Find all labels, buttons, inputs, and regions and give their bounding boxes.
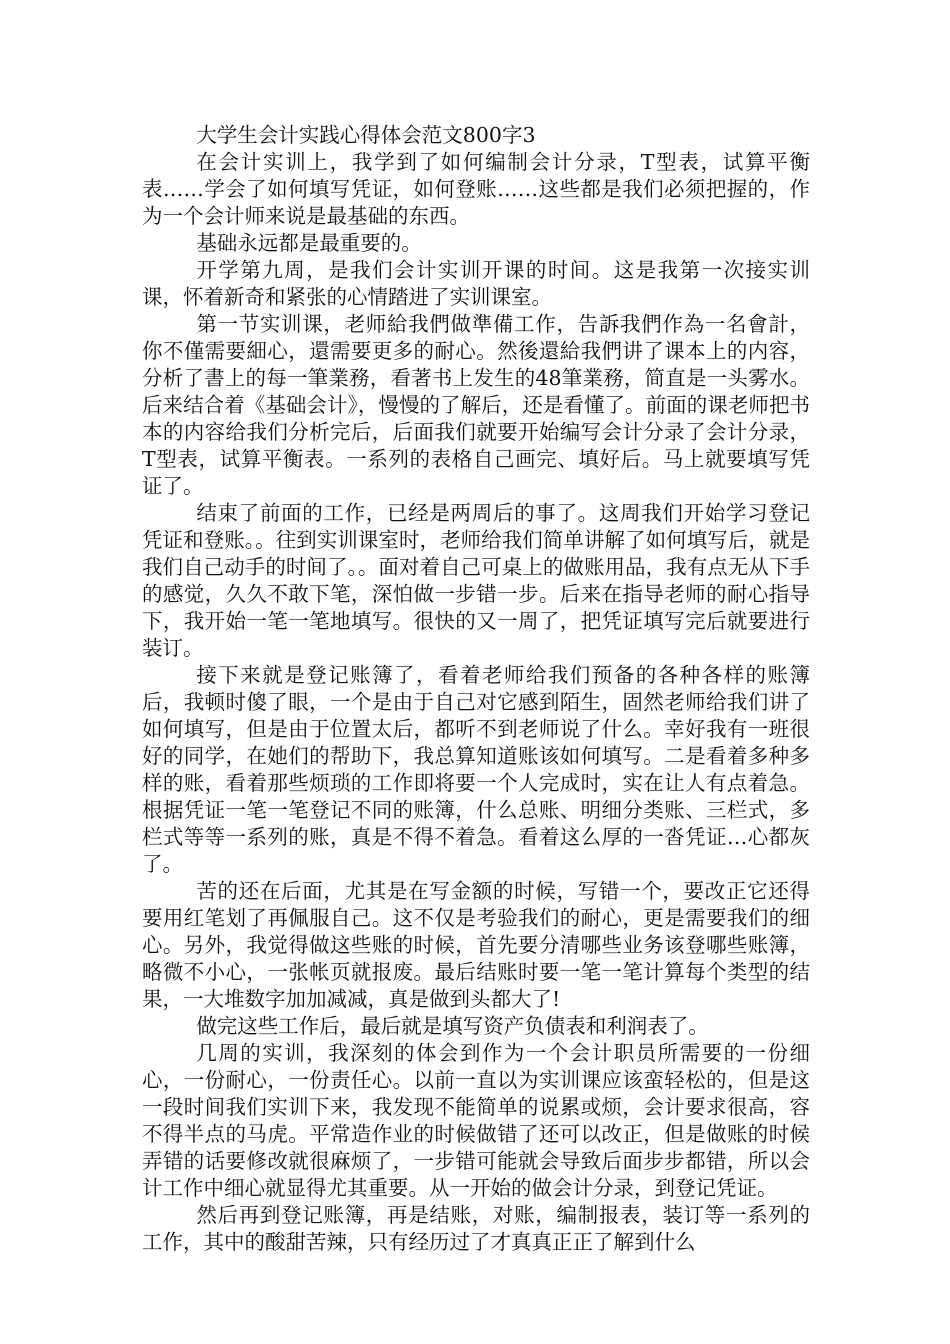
- document-body: [142, 122, 810, 1256]
- paragraph-6: 接下来就是登记账簿了，看着老师给我们预备的各种各样的账簿后，我顿时傻了眼，一个是由于自己对它感到陌生，固然老师给我们讲了如何填写，但是由于位置太后，都听不到老师说了什么。幸好我有一班很好的同学，在她们的帮助下，我总算知道账该如何填写。二是看着多种多样的账，看着那些烦琐的工作即将要一个人完成时，实在让人有点着急。根据凭证一笔一笔登记不同的账簿，什么总账、明细分类账、三栏式，多栏式等等一系列的账，真是不得不着急。看着这么厚的一沓凭证…心都灰了。: [142, 663, 810, 876]
- paragraph-3: 开学第九周，是我们会计实训开课的时间。这是我第一次接实训课，怀着新奇和紧张的心情踏进了实训课室。: [142, 258, 810, 309]
- paragraph-10: 然后再到登记账簿，再是结账，对账，编制报表，装订等一系列的工作，其中的酸甜苦辣，只有经历过了才真真正正了解到什么: [142, 1203, 810, 1254]
- document-title: 大学生会计实践心得体会范文800字3: [196, 123, 536, 147]
- paragraph-9: 几周的实训，我深刻的体会到作为一个会计职员所需要的一份细心，一份耐心，一份责任心。以前一直以为实训课应该蛮轻松的，但是这一段时间我们实训下来，我发现不能简单的说累或烦，会计要求很高，容不得半点的马虎。平常造作业的时候做错了还可以改正，但是做账的时候弄错的话要修改就很麻烦了，一步错可能就会导致后面步步都错，所以会计工作中细心就显得尤其重要。从一开始的做会计分录，到登记凭证。: [142, 1041, 810, 1200]
- paragraph-2: 基础永远都是最重要的。: [196, 231, 422, 255]
- paragraph-8: 做完这些工作后，最后就是填写资产负债表和利润表了。: [196, 1014, 709, 1038]
- paragraph-5: 结束了前面的工作，已经是两周后的事了。这周我们开始学习登记凭证和登账。。往到实训课室时，老师给我们简单讲解了如何填写后，就是我们自己动手的时间了。。面对着自己可桌上的做账用品，我有点无从下手的感觉，久久不敢下笔，深怕做一步错一步。后来在指导老师的耐心指导下，我开始一笔一笔地填写。很快的又一周了，把凭证填写完后就要进行装订。: [142, 501, 810, 660]
- paragraph-1: 在会计实训上，我学到了如何编制会计分录，T型表，试算平衡表……学会了如何填写凭证，如何登账……这些都是我们必须把握的，作为一个会计师来说是最基础的东西。: [142, 150, 810, 228]
- paragraph-7: 苦的还在后面，尤其是在写金额的时候，写错一个，要改正它还得要用红笔划了再佩服自己。这不仅是考验我们的耐心，更是需要我们的细心。另外，我觉得做这些账的时候，首先要分清哪些业务该登哪些账簿，略微不小心，一张帐页就报废。最后结账时要一笔一笔计算每个类型的结果，一大堆数字加加减减，真是做到头都大了!: [142, 879, 810, 1011]
- paragraph-4: 第一节实训课，老师給我們做準備工作，告訴我們作為一名會計，你不僅需要細心，還需要更多的耐心。然後還給我們讲了课本上的内容，分析了書上的每一筆業務，看著书上发生的48筆業務，简直是一头雾水。后来结合着《基础会计》，慢慢的了解后，还是看懂了。前面的课老师把书本的内容给我们分析完后，后面我们就要开始编写会计分录了会计分录，T型表，试算平衡表。一系列的表格自己画完、填好后。马上就要填写凭证了。: [142, 312, 810, 498]
